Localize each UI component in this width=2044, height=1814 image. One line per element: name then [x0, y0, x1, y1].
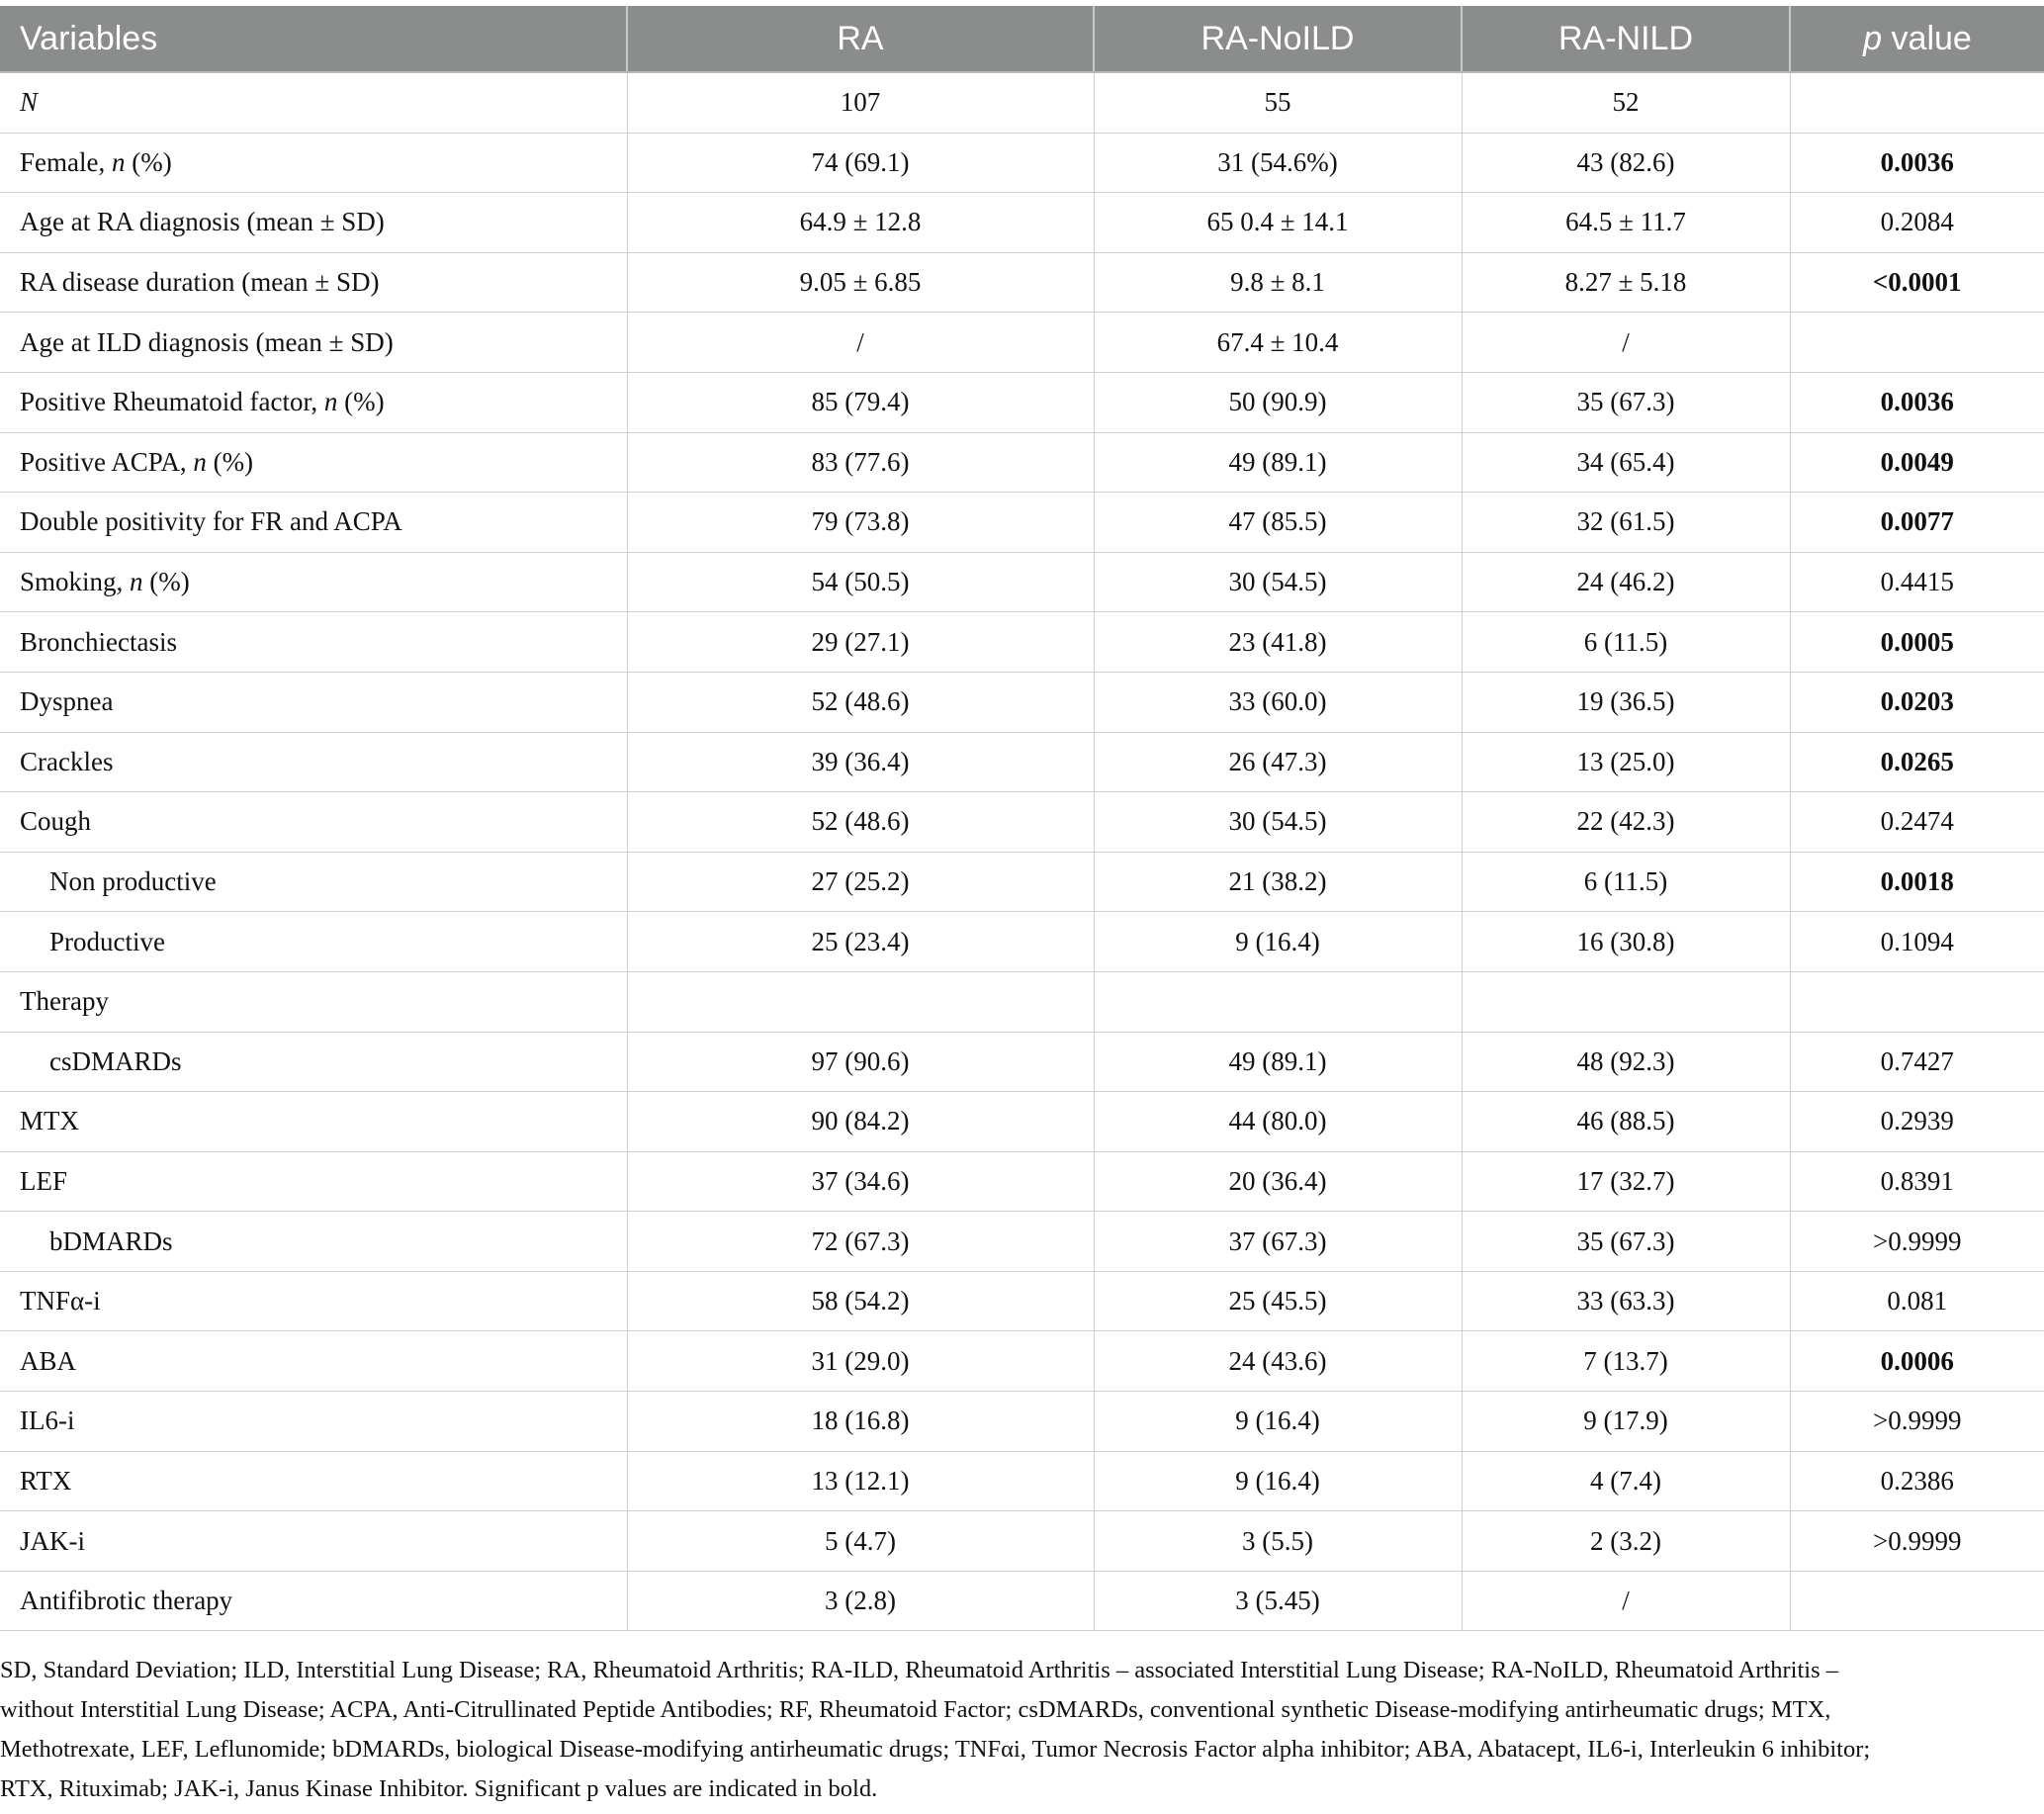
cell-ra: 72 (67.3): [627, 1212, 1094, 1272]
n-italic: n: [130, 567, 143, 597]
header-ra: RA: [627, 6, 1094, 72]
cell-p-value: 0.2084: [1790, 193, 2044, 253]
cell-ra: 3 (2.8): [627, 1571, 1094, 1631]
header-ra-noild: RA-NoILD: [1094, 6, 1462, 72]
table-row: [0, 1511, 2044, 1572]
cell-ra: 85 (79.4): [627, 372, 1094, 432]
cell-ra-nild: 4 (7.4): [1462, 1451, 1790, 1511]
cell-ra-noild: 24 (43.6): [1094, 1331, 1462, 1392]
cell-p-value: >0.9999: [1790, 1392, 2044, 1452]
footnote-line: RTX, Rituximab; JAK-i, Janus Kinase Inhibitor. Significant p values are indicated in bold.: [0, 1775, 878, 1802]
cell-ra: 97 (90.6): [627, 1032, 1094, 1092]
cell-variable: Therapy: [0, 971, 627, 1032]
cell-ra-noild: 31 (54.6%): [1094, 133, 1462, 193]
header-p-value: p value: [1790, 6, 2044, 72]
cell-ra: 64.9 ± 12.8: [627, 193, 1094, 253]
table-row: [0, 971, 2044, 1032]
cell-ra-noild: 20 (36.4): [1094, 1151, 1462, 1212]
n-italic: n: [193, 446, 207, 477]
cell-ra: 37 (34.6): [627, 1151, 1094, 1212]
table-footnote: [0, 1651, 2027, 1809]
cell-variable: Positive Rheumatoid factor, n (%): [0, 372, 627, 432]
cell-p-value: 0.2939: [1790, 1092, 2044, 1152]
header-ra-nild: RA-NILD: [1462, 6, 1790, 72]
cell-ra-noild: 37 (67.3): [1094, 1212, 1462, 1272]
table-row: [0, 372, 2044, 432]
cell-variable: RA disease duration (mean ± SD): [0, 252, 627, 313]
cell-ra-nild: 35 (67.3): [1462, 1212, 1790, 1272]
table-row: [0, 193, 2044, 253]
table-body: [0, 72, 2044, 1631]
footnote-line: SD, Standard Deviation; ILD, Interstitial Lung Disease; RA, Rheumatoid Arthritis; RA-ILD, Rheumatoid Arthritis – associated Interstitial Lung Disease; RA-NoILD, Rheumatoid Arthritis –: [0, 1657, 1838, 1683]
cell-ra-noild: 49 (89.1): [1094, 1032, 1462, 1092]
cell-variable: Bronchiectasis: [0, 612, 627, 673]
cell-p-value: 0.2386: [1790, 1451, 2044, 1511]
cell-ra-nild: 13 (25.0): [1462, 732, 1790, 792]
cell-ra-noild: 55: [1094, 72, 1462, 133]
cell-ra-noild: 67.4 ± 10.4: [1094, 313, 1462, 373]
cell-ra-nild: 8.27 ± 5.18: [1462, 252, 1790, 313]
cell-ra-nild: 64.5 ± 11.7: [1462, 193, 1790, 253]
cell-ra: 31 (29.0): [627, 1331, 1094, 1392]
cell-ra-noild: 3 (5.45): [1094, 1571, 1462, 1631]
table-row: [0, 1331, 2044, 1392]
table-row: [0, 1092, 2044, 1152]
footnote-line: Methotrexate, LEF, Leflunomide; bDMARDs, biological Disease-modifying antirheumatic drugs; TNFαi, Tumor Necrosis Factor alpha inhibitor; ABA, Abatacept, IL6-i, Interleukin 6 inhibitor;: [0, 1736, 1871, 1763]
cell-variable: N: [0, 72, 627, 133]
cell-p-value: 0.2474: [1790, 792, 2044, 853]
cell-ra-noild: 30 (54.5): [1094, 792, 1462, 853]
cell-p-value: [1790, 72, 2044, 133]
cell-p-value: 0.0018: [1790, 852, 2044, 912]
cell-ra: 9.05 ± 6.85: [627, 252, 1094, 313]
cell-variable: JAK-i: [0, 1511, 627, 1572]
cell-ra: 5 (4.7): [627, 1511, 1094, 1572]
cell-ra-noild: 9 (16.4): [1094, 1392, 1462, 1452]
cell-p-value: 0.0036: [1790, 372, 2044, 432]
cell-ra-nild: 35 (67.3): [1462, 372, 1790, 432]
cell-p-value: 0.4415: [1790, 552, 2044, 612]
cell-ra-nild: 24 (46.2): [1462, 552, 1790, 612]
cell-ra-noild: 50 (90.9): [1094, 372, 1462, 432]
cell-variable: bDMARDs: [0, 1212, 627, 1272]
cell-ra: 54 (50.5): [627, 552, 1094, 612]
cell-ra-nild: 17 (32.7): [1462, 1151, 1790, 1212]
table-row: [0, 313, 2044, 373]
table-row: [0, 1571, 2044, 1631]
table-row: [0, 732, 2044, 792]
cell-ra-nild: 6 (11.5): [1462, 612, 1790, 673]
table-container: [0, 6, 2044, 1631]
cell-variable: LEF: [0, 1151, 627, 1212]
footnote-line: without Interstitial Lung Disease; ACPA, Anti-Citrullinated Peptide Antibodies; RF, Rheumatoid Factor; csDMARDs, conventional synthetic Disease-modifying antirheumatic drugs; MTX,: [0, 1696, 1831, 1723]
cell-ra-nild: [1462, 971, 1790, 1032]
cell-ra-nild: 2 (3.2): [1462, 1511, 1790, 1572]
table-row: [0, 1392, 2044, 1452]
cell-variable: IL6-i: [0, 1392, 627, 1452]
cell-ra-noild: 9 (16.4): [1094, 1451, 1462, 1511]
table-row: [0, 1271, 2044, 1331]
cell-p-value: 0.0005: [1790, 612, 2044, 673]
table-row: [0, 852, 2044, 912]
cell-ra: /: [627, 313, 1094, 373]
cell-p-value: 0.7427: [1790, 1032, 2044, 1092]
table-row: [0, 1212, 2044, 1272]
cell-ra: 74 (69.1): [627, 133, 1094, 193]
cell-variable: Age at RA diagnosis (mean ± SD): [0, 193, 627, 253]
cell-ra-noild: 44 (80.0): [1094, 1092, 1462, 1152]
cell-ra-noild: 65 0.4 ± 14.1: [1094, 193, 1462, 253]
cell-ra-nild: 22 (42.3): [1462, 792, 1790, 853]
cell-ra: 25 (23.4): [627, 912, 1094, 972]
cell-ra: 107: [627, 72, 1094, 133]
cell-variable: Positive ACPA, n (%): [0, 432, 627, 493]
cell-ra-nild: 32 (61.5): [1462, 493, 1790, 553]
cell-ra: 52 (48.6): [627, 792, 1094, 853]
cell-ra-nild: 43 (82.6): [1462, 133, 1790, 193]
cell-variable: MTX: [0, 1092, 627, 1152]
cell-p-value: 0.0077: [1790, 493, 2044, 553]
cell-ra: 29 (27.1): [627, 612, 1094, 673]
table-row: [0, 552, 2044, 612]
cell-p-value: 0.8391: [1790, 1151, 2044, 1212]
cell-ra: 39 (36.4): [627, 732, 1094, 792]
cell-variable: Non productive: [0, 852, 627, 912]
cell-variable: Productive: [0, 912, 627, 972]
cell-ra-noild: 9 (16.4): [1094, 912, 1462, 972]
cell-ra-nild: 46 (88.5): [1462, 1092, 1790, 1152]
cell-ra-nild: 52: [1462, 72, 1790, 133]
cell-variable: Crackles: [0, 732, 627, 792]
cell-ra-nild: 34 (65.4): [1462, 432, 1790, 493]
cell-ra-nild: 48 (92.3): [1462, 1032, 1790, 1092]
table-row: [0, 672, 2044, 732]
cell-variable: Double positivity for FR and ACPA: [0, 493, 627, 553]
cell-p-value: 0.0049: [1790, 432, 2044, 493]
cell-ra-nild: /: [1462, 313, 1790, 373]
cell-p-value: 0.0036: [1790, 133, 2044, 193]
data-table: [0, 6, 2044, 1631]
cell-ra-noild: 26 (47.3): [1094, 732, 1462, 792]
cell-variable: TNFα-i: [0, 1271, 627, 1331]
cell-ra: 58 (54.2): [627, 1271, 1094, 1331]
cell-ra: [627, 971, 1094, 1032]
cell-p-value: <0.0001: [1790, 252, 2044, 313]
cell-variable: Female, n (%): [0, 133, 627, 193]
cell-ra: 83 (77.6): [627, 432, 1094, 493]
header-variables: Variables: [0, 6, 627, 72]
cell-ra-noild: 30 (54.5): [1094, 552, 1462, 612]
cell-p-value: 0.0203: [1790, 672, 2044, 732]
cell-variable: ABA: [0, 1331, 627, 1392]
cell-p-value: 0.1094: [1790, 912, 2044, 972]
table-row: [0, 612, 2044, 673]
cell-ra-nild: 19 (36.5): [1462, 672, 1790, 732]
cell-ra-nild: 33 (63.3): [1462, 1271, 1790, 1331]
cell-ra-nild: 6 (11.5): [1462, 852, 1790, 912]
cell-p-value: 0.081: [1790, 1271, 2044, 1331]
cell-ra-noild: 47 (85.5): [1094, 493, 1462, 553]
header-p-italic: p: [1863, 19, 1883, 57]
cell-p-value: [1790, 313, 2044, 373]
cell-ra: 90 (84.2): [627, 1092, 1094, 1152]
cell-p-value: [1790, 1571, 2044, 1631]
cell-ra-noild: 25 (45.5): [1094, 1271, 1462, 1331]
cell-ra-nild: 9 (17.9): [1462, 1392, 1790, 1452]
table-row: [0, 493, 2044, 553]
cell-ra-noild: 9.8 ± 8.1: [1094, 252, 1462, 313]
table-header: [0, 6, 2044, 72]
cell-variable: Age at ILD diagnosis (mean ± SD): [0, 313, 627, 373]
n-italic: n: [323, 387, 338, 417]
cell-p-value: >0.9999: [1790, 1511, 2044, 1572]
cell-ra-noild: 3 (5.5): [1094, 1511, 1462, 1572]
table-row: [0, 1151, 2044, 1212]
cell-variable: Cough: [0, 792, 627, 853]
cell-ra: 52 (48.6): [627, 672, 1094, 732]
cell-p-value: 0.0006: [1790, 1331, 2044, 1392]
cell-p-value: [1790, 971, 2044, 1032]
table-row: [0, 1451, 2044, 1511]
table-row: [0, 912, 2044, 972]
cell-variable: Antifibrotic therapy: [0, 1571, 627, 1631]
cell-ra: 13 (12.1): [627, 1451, 1094, 1511]
table-row: [0, 252, 2044, 313]
n-italic: n: [111, 146, 126, 177]
cell-ra-noild: 33 (60.0): [1094, 672, 1462, 732]
header-row: [0, 6, 2044, 72]
table-row: [0, 72, 2044, 133]
cell-p-value: >0.9999: [1790, 1212, 2044, 1272]
table-row: [0, 792, 2044, 853]
cell-ra-noild: 21 (38.2): [1094, 852, 1462, 912]
cell-ra-noild: [1094, 971, 1462, 1032]
table-row: [0, 1032, 2044, 1092]
cell-ra-noild: 49 (89.1): [1094, 432, 1462, 493]
table-row: [0, 432, 2044, 493]
cell-ra: 18 (16.8): [627, 1392, 1094, 1452]
cell-variable: RTX: [0, 1451, 627, 1511]
table-row: [0, 133, 2044, 193]
cell-variable: Dyspnea: [0, 672, 627, 732]
cell-ra: 27 (25.2): [627, 852, 1094, 912]
cell-ra-nild: 16 (30.8): [1462, 912, 1790, 972]
cell-ra-noild: 23 (41.8): [1094, 612, 1462, 673]
cell-variable: Smoking, n (%): [0, 552, 627, 612]
cell-variable: csDMARDs: [0, 1032, 627, 1092]
cell-p-value: 0.0265: [1790, 732, 2044, 792]
cell-ra: 79 (73.8): [627, 493, 1094, 553]
cell-ra-nild: 7 (13.7): [1462, 1331, 1790, 1392]
cell-ra-nild: /: [1462, 1571, 1790, 1631]
